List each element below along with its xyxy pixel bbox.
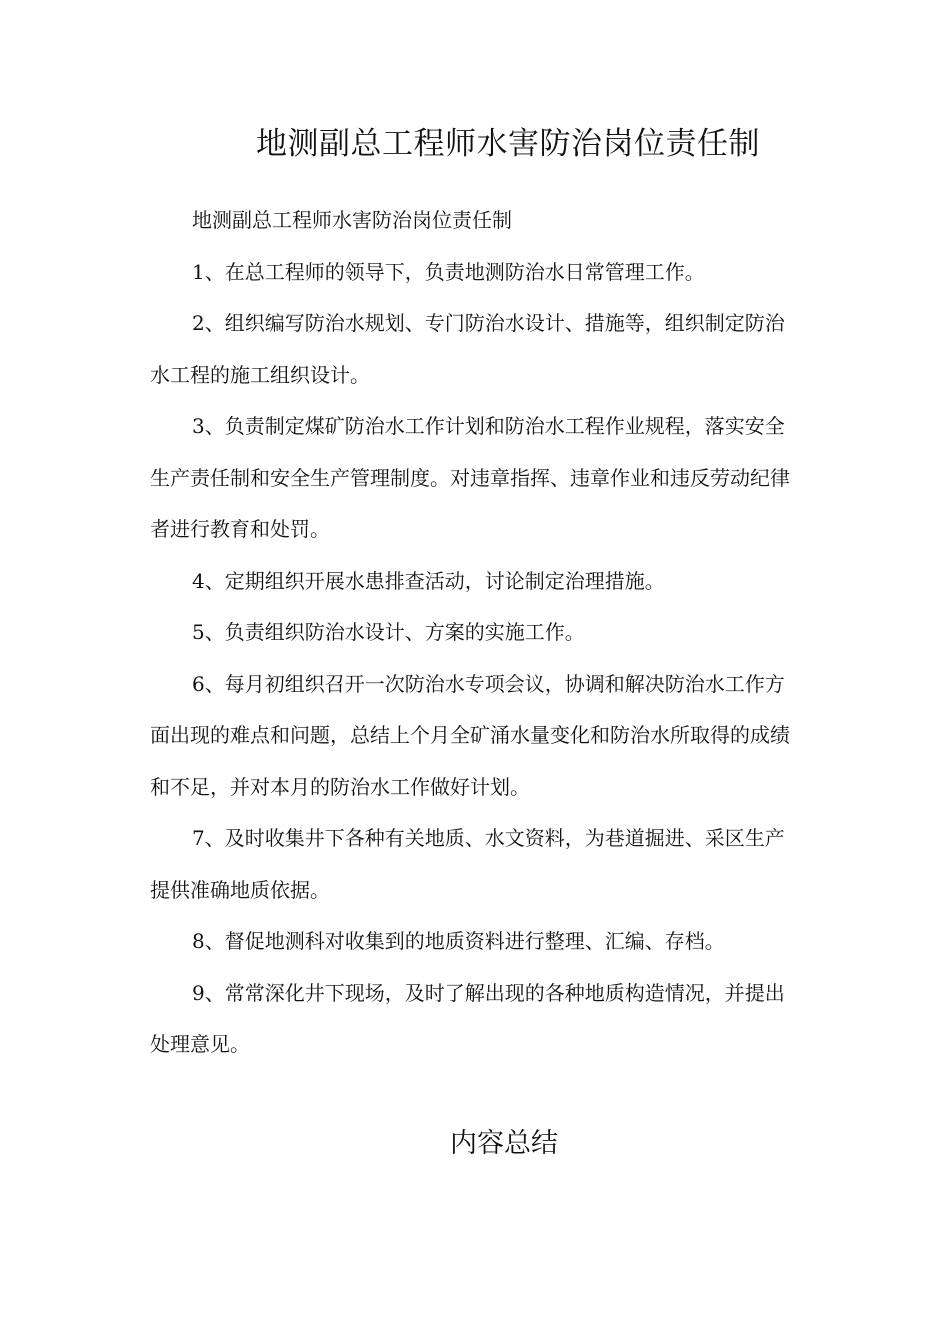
item-paragraph-7: 7、及时收集井下各种有关地质、水文资料，为巷道掘进、采区生产提供准确地质依据。 xyxy=(150,826,785,902)
subtitle-paragraph: 地测副总工程师水害防治岗位责任制 xyxy=(192,208,512,232)
item-paragraph-2: 2、组织编写防治水规划、专门防治水设计、措施等，组织制定防治水工程的施工组织设计。 xyxy=(150,311,785,387)
summary-heading: 内容总结 xyxy=(450,1128,558,1159)
item-paragraph-3: 3、负责制定煤矿防治水工作计划和防治水工程作业规程，落实安全生产责任制和安全生产管理制度。对违章指挥、违章作业和违反劳动纪律者进行教育和处罚。 xyxy=(150,414,790,541)
item-paragraph-4: 4、定期组织开展水患排查活动，讨论制定治理措施。 xyxy=(192,568,665,593)
document-body xyxy=(150,195,800,1071)
document-title: 地测副总工程师水害防治岗位责任制 xyxy=(256,126,760,162)
item-paragraph-9: 9、常常深化井下现场，及时了解出现的各种地质构造情况，并提出处理意见。 xyxy=(150,980,785,1056)
item-paragraph-8: 8、督促地测科对收集到的地质资料进行整理、汇编、存档。 xyxy=(192,929,725,953)
item-paragraph-6: 6、每月初组织召开一次防治水专项会议，协调和解决防治水工作方面出现的难点和问题，总结上个月全矿涌水量变化和防治水所取得的成绩和不足，并对本月的防治水工作做好计划。 xyxy=(150,671,790,799)
item-paragraph-1: 1、在总工程师的领导下，负责地测防治水日常管理工作。 xyxy=(192,259,705,284)
item-paragraph-5: 5、负责组织防治水设计、方案的实施工作。 xyxy=(192,620,585,644)
